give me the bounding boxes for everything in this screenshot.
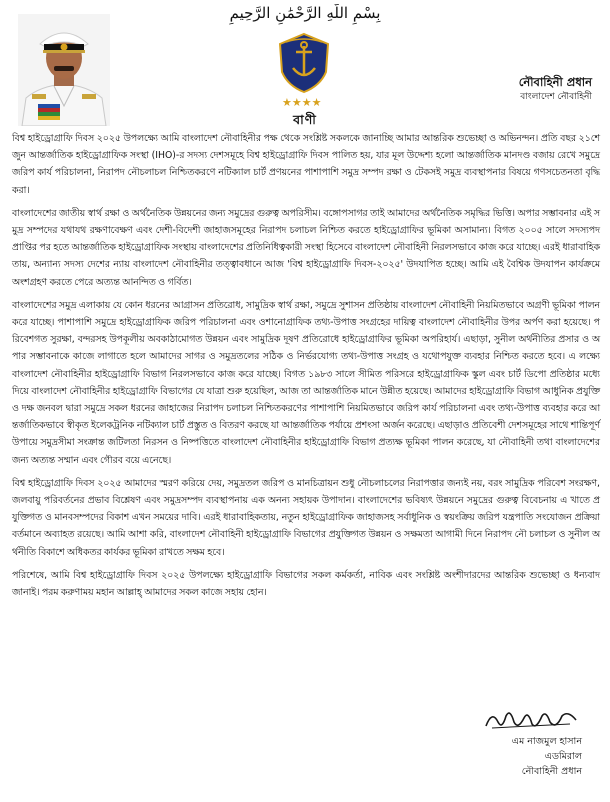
office-subtitle: বাংলাদেশ নৌবাহিনী — [520, 92, 592, 102]
four-star-rank-insignia — [282, 96, 322, 108]
message-body — [12, 130, 600, 601]
portrait-photo — [18, 14, 110, 126]
signatory-name: এম নাজমুল হাসান — [511, 736, 582, 747]
svg-text:★★★★: ★★★★ — [282, 96, 322, 108]
message-heading: বাণী — [293, 112, 317, 127]
handwritten-signature — [482, 704, 582, 734]
signatory-rank: এডমিরাল — [544, 751, 582, 762]
signature-block — [412, 704, 582, 779]
message-paragraph: বিশ্ব হাইড্রোগ্রাফি দিবস ২০২৫ উপলক্ষ্যে আমি বাংলাদেশ নৌবাহিনীর পক্ষ থেকে সংশ্লিষ্ট সকলকে জানাচ্ছি আমার আন্তরিক শুভেচ্ছা ও অভিনন্দন। প্রতি বছর ২১শে জুন আন্তর্জাতিক হাইড্রোগ্রাফিক সংস্থা (IHO)-র সদস্য দেশসমূহে বিশ্ব হাইড্রোগ্রাফি দিবস পালিত হয়, যার মূল উদ্দেশ্য হলো আন্তর্জাতিক মানদণ্ড বজায় রেখে সমুদ্রে জরিপ কার্য পরিচালনা, নিরাপদ নৌচলাচল নিশ্চিতকরণে নটিক্যাল চার্ট প্রণয়নের পাশাপাশি সমুদ্র সম্পদ রক্ষা ও টেকসই সমুদ্র ব্যবস্থাপনার বিষয়ে গণসচেতনতা বৃদ্ধি করা। — [12, 133, 600, 196]
message-paragraph: বাংলাদেশের সমুদ্র এলাকায় যে কোন ধরনের আগ্রাসন প্রতিরোধ, সামুদ্রিক স্বার্থ রক্ষা, সমুদ্রে সুশাসন প্রতিষ্ঠায় বাংলাদেশ নৌবাহিনী নিয়মিতভাবে অগ্রণী ভূমিকা পালন করে যাচ্ছে। পাশাপাশি সমুদ্রে হাইড্রোগ্রাফিক জরিপ পরিচালনা এবং ওশানোগ্রাফিক তথ্য-উপাত্ত সংগ্রহের দায়িত্ব বাংলাদেশ নৌবাহিনীর উপর অর্পণ করা হয়েছে। পরিবেশগত সুরক্ষা, বন্দরসহ উপকূলীয় অবকাঠামোগত উন্নয়ন এবং সামুদ্রিক দূষণ প্রতিরোধে হাইড্রোগ্রাফির ভূমিকা অপরিহার্য। এছাড়া, সুনীল অর্থনীতির প্রসার ও অপার সম্ভাবনাকে কাজে লাগাতে হলে আমাদের সাগর ও সমুদ্রতলের সঠিক ও নির্ভরযোগ্য তথ্য-উপাত্ত সংগ্রহ ও যথোপযুক্ত ব্যবহার নিশ্চিত করতে হবে। এ লক্ষ্যে বাংলাদেশ নৌবাহিনীর হাইড্রোগ্রাফি বিভাগ নিরলসভাবে কাজ করে যাচ্ছে। বিগত ১৯৮৩ সালে সীমিত পরিসরে হাইড্রোগ্রাফিক স্কুল এবং চার্ট ডিপো প্রতিষ্ঠার মধ্যে দিয়ে বাংলাদেশ নৌবাহিনীর হাইড্রোগ্রাফি বিভাগের যে যাত্রা শুরু হয়েছিল, আজ তা আন্তর্জাতিক মানে উন্নীত হয়েছে। আমাদের হাইড্রোগ্রাফি বিভাগ আধুনিক প্রযুক্তি ও দক্ষ জনবল দ্বারা সমুদ্রে সকল ধরনের জাহাজের নিরাপদ চলাচল নিশ্চিতকরণের পাশাপাশি নিয়মিতভাবে জরিপ কার্য পরিচালনা এবং তথ্য-উপাত্ত ব্যবহার করে আন্তর্জাতিকভাবে স্বীকৃত ইলেকট্রনিক নটিক্যাল চার্ট প্রস্তুত ও বিতরণ করছে যা আন্তর্জাতিক পর্যায়ে প্রশংসা অর্জন করেছে। এছাড়াও প্রতিবেশী দেশসমূহের সাথে শান্তিপূর্ণ উপায়ে সমুদ্রসীমা সংক্রান্ত জটিলতা নিরসন ও নিষ্পত্তিতে বাংলাদেশ নৌবাহিনীর হাইড্রোগ্রাফি বিভাগ প্রত্যক্ষ ভূমিকা পালন করেছে, যা নৌবাহিনী তথা বাংলাদেশের জন্য অত্যন্ত সম্মান এবং গৌরব বয়ে এনেছে। — [12, 299, 600, 466]
bismillah-calligraphy: بِسْمِ اللَّهِ الرَّحْمَٰنِ الرَّحِيمِ — [229, 4, 381, 22]
office-title-block — [392, 74, 592, 104]
navy-crest-emblem — [276, 32, 332, 108]
message-paragraph: বাংলাদেশের জাতীয় স্বার্থ রক্ষা ও অর্থনৈতিক উন্নয়নের জন্য সমুদ্রের গুরুত্ব অপরিসীম। বঙ্গোপসাগর তাই আমাদের অর্থনৈতিক সমৃদ্ধির ভিত্তি। অপার সম্ভাবনার এই সমুদ্র সম্পদের যথাযথ রক্ষণাবেক্ষণ এবং দেশী-বিদেশী জাহাজসমূহের নিরাপদ চলাচল নিশ্চিত করতে হাইড্রোগ্রাফির ভূমিকা অসামান্য। বিগত ২০০৫ সালে সদস্যপদ প্রাপ্তির পর হতে আন্তর্জাতিক হাইড্রোগ্রাফিক সংস্থায় বাংলাদেশের প্রতিনিধিত্বকারী সংস্থা হিসেবে বাংলাদেশ নৌবাহিনী নিরলসভাবে কাজ করে যাচ্ছে। এরই ধারাবাহিকতায়, অন্যান্য সদস্য দেশের ন্যায় বাংলাদেশ নৌবাহিনীর তত্ত্বাবধানে আজ 'বিশ্ব হাইড্রোগ্রাফি দিবস-২০২৫' উদযাপিত হচ্ছে। আমি এই বৈশ্বিক উদযাপন কার্যক্রমে অংশগ্রহণ করতে পেরে অত্যন্ত আনন্দিত ও গর্বিত। — [12, 207, 600, 288]
office-title: নৌবাহিনী প্রধান — [518, 75, 592, 89]
message-paragraph: বিশ্ব হাইড্রোগ্রাফি দিবস ২০২৫ আমাদের স্মরণ করিয়ে দেয়, সমুদ্রতল জরিপ ও মানচিত্রায়ন শুধু নৌচলাচলের নিরাপত্তার জন্যই নয়, বরং সামুদ্রিক পরিবেশ সংরক্ষণ, জলবায়ু পরিবর্তনের প্রভাব বিশ্লেষণ এবং সমুদ্রসম্পদ ব্যবস্থাপনায় এক অনন্য সহায়ক উপাদান। বাংলাদেশের ভবিষ্যৎ উন্নয়নে সমুদ্রের গুরুত্ব বিবেচনায় এ খাতে প্রযুক্তিগত ও মানবসম্পদের বিকাশ এখন সময়ের দাবি। এরই ধারাবাহিকতায়, নতুন হাইড্রোগ্রাফিক জাহাজসহ সর্বাধুনিক ও স্বয়ংক্রিয় জরিপ যন্ত্রপাতি সংযোজন প্রক্রিয়া বর্তমানে অব্যাহত রয়েছে। আমি আশা করি, বাংলাদেশ নৌবাহিনী হাইড্রোগ্রাফি বিভাগের প্রযুক্তিগত উন্নয়ন ও সক্ষমতা আগামী দিনে নিরাপদ নৌ চলাচল ও সুনীল অর্থনীতি বিকাশে অধিকতর কার্যকর ভূমিকা রাখতে সক্ষম হবে। — [12, 477, 600, 558]
signatory-position: নৌবাহিনী প্রধান — [521, 766, 582, 777]
message-paragraph: পরিশেষে, আমি বিশ্ব হাইড্রোগ্রাফি দিবস ২০২৫ উপলক্ষ্যে হাইড্রোগ্রাফি বিভাগের সকল কর্মকর্তা, নাবিক এবং সংশ্লিষ্ট অংশীদারদের আন্তরিক শুভেচ্ছা ও ধন্যবাদ জানাই। পরম করুণাময় মহান আল্লাহ্ আমাদের সকল কাজে সহায় হোন। — [12, 569, 600, 599]
